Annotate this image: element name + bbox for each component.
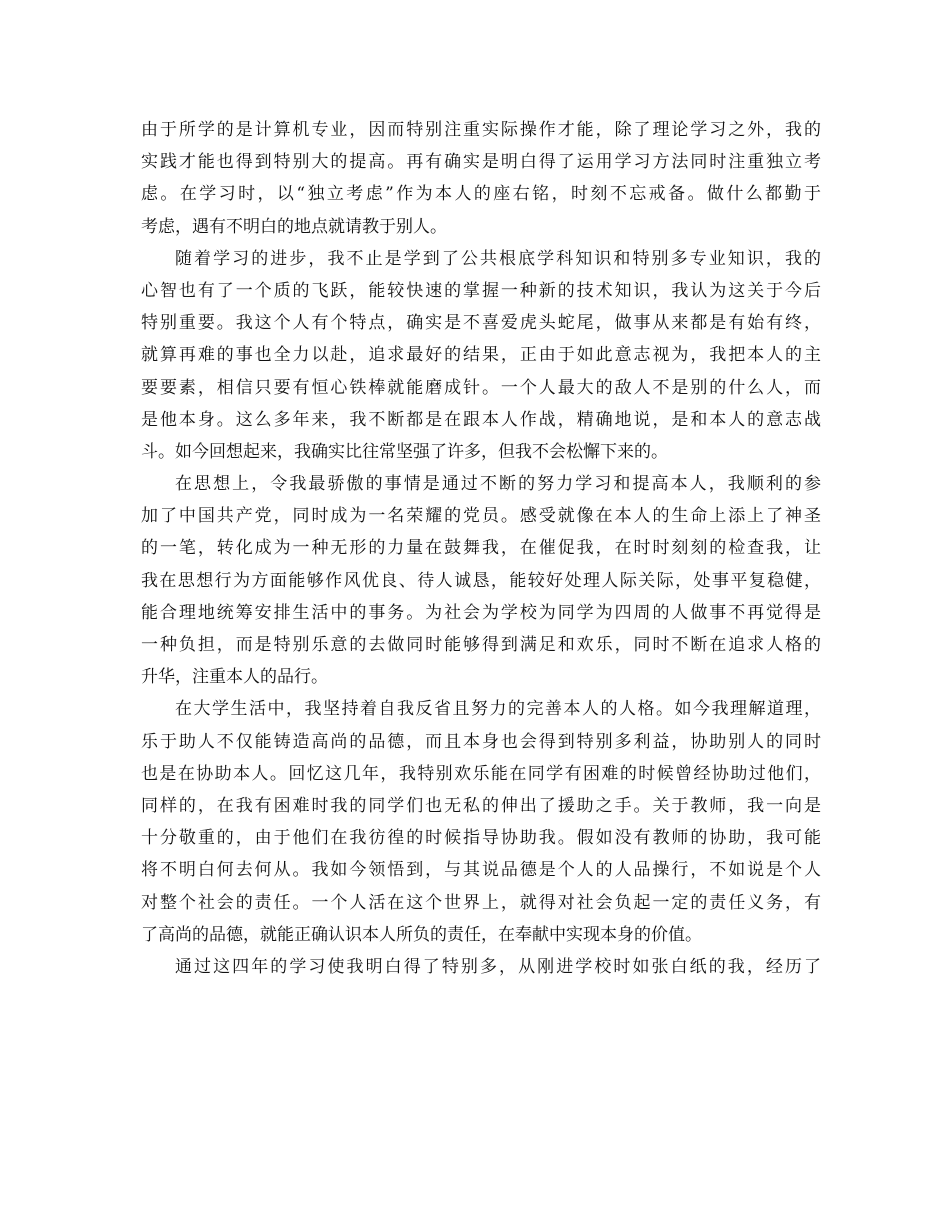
paragraph — [141, 693, 821, 951]
text-line: 是他本身。这么多年来，我不断都是在跟本人作战，精确地说，是和本人的意志战 — [141, 409, 821, 430]
text-line: 升华，注重本人的品行。 — [141, 667, 328, 688]
text-line: 同样的，在我有困难时我的同学们也无私的伸出了援助之手。关于教师，我一向是 — [141, 795, 821, 816]
text-line: 加了中国共产党，同时成为一名荣耀的党员。感受就像在本人的生命上添上了神圣 — [141, 506, 821, 527]
text-line: 十分敬重的，由于他们在我彷徨的时候指导协助我。假如没有教师的协助，我可能 — [141, 828, 821, 849]
text-line: 了高尚的品德，就能正确认识本人所负的责任，在奉献中实现本身的价值。 — [141, 924, 702, 945]
text-line: 能合理地统筹安排生活中的事务。为社会为学校为同学为四周的人做事不再觉得是 — [141, 602, 821, 623]
paragraph — [141, 114, 821, 243]
text-line: 对整个社会的责任。一个人活在这个世界上，就得对社会负起一定的责任义务，有 — [141, 892, 821, 913]
text-line: 虑。在学习时，以“独立考虑”作为本人的座右铭，时刻不忘戒备。做什么都勤于 — [141, 184, 821, 205]
paragraph — [141, 951, 821, 983]
text-line: 考虑，遇有不明白的地点就请教于别人。 — [141, 216, 447, 237]
text-line: 随着学习的进步，我不止是学到了公共根底学科知识和特别多专业知识，我的 — [175, 248, 821, 269]
text-line: 实践才能也得到特别大的提高。再有确实是明白得了运用学习方法同时注重独立考 — [141, 152, 821, 173]
text-line: 乐于助人不仅能铸造高尚的品德，而且本身也会得到特别多利益，协助别人的同时 — [141, 731, 821, 752]
text-line: 通过这四年的学习使我明白得了特别多，从刚进学校时如张白纸的我，经历了 — [175, 956, 821, 977]
text-line: 由于所学的是计算机专业，因而特别注重实际操作才能，除了理论学习之外，我的 — [141, 120, 821, 140]
text-line: 心智也有了一个质的飞跃，能较快速的掌握一种新的技术知识，我认为这关于今后 — [141, 280, 821, 301]
text-line: 也是在协助本人。回忆这几年，我特别欢乐能在同学有困难的时候曾经协助过他们， — [141, 763, 821, 784]
text-line: 我在思想行为方面能够作风优良、待人诚恳，能较好处理人际关际，处事平复稳健， — [141, 570, 821, 591]
text-line: 特别重要。我这个人有个特点，确实是不喜爱虎头蛇尾，做事从来都是有始有终， — [141, 313, 821, 334]
body-text — [141, 114, 821, 983]
paragraph — [141, 468, 821, 693]
text-line: 在思想上，令我最骄傲的事情是通过不断的努力学习和提高本人，我顺利的参 — [175, 474, 821, 495]
text-line: 就算再难的事也全力以赴，追求最好的结果，正由于如此意志视为，我把本人的主 — [141, 345, 821, 366]
text-line: 一种负担，而是特别乐意的去做同时能够得到满足和欢乐，同时不断在追求人格的 — [141, 635, 821, 655]
text-line: 将不明白何去何从。我如今领悟到，与其说品德是个人的人品操行，不如说是个人 — [141, 860, 821, 881]
text-line: 的一笔，转化成为一种无形的力量在鼓舞我，在催促我，在时时刻刻的检查我，让 — [141, 538, 821, 559]
paragraph — [141, 243, 821, 468]
text-line: 斗。如今回想起来，我确实比往常坚强了许多，但我不会松懈下来的。 — [141, 441, 668, 462]
text-line: 在大学生活中，我坚持着自我反省且努力的完善本人的人格。如今我理解道理， — [175, 699, 821, 720]
text-line: 要要素，相信只要有恒心铁棒就能磨成针。一个人最大的敌人不是别的什么人，而 — [141, 377, 821, 398]
